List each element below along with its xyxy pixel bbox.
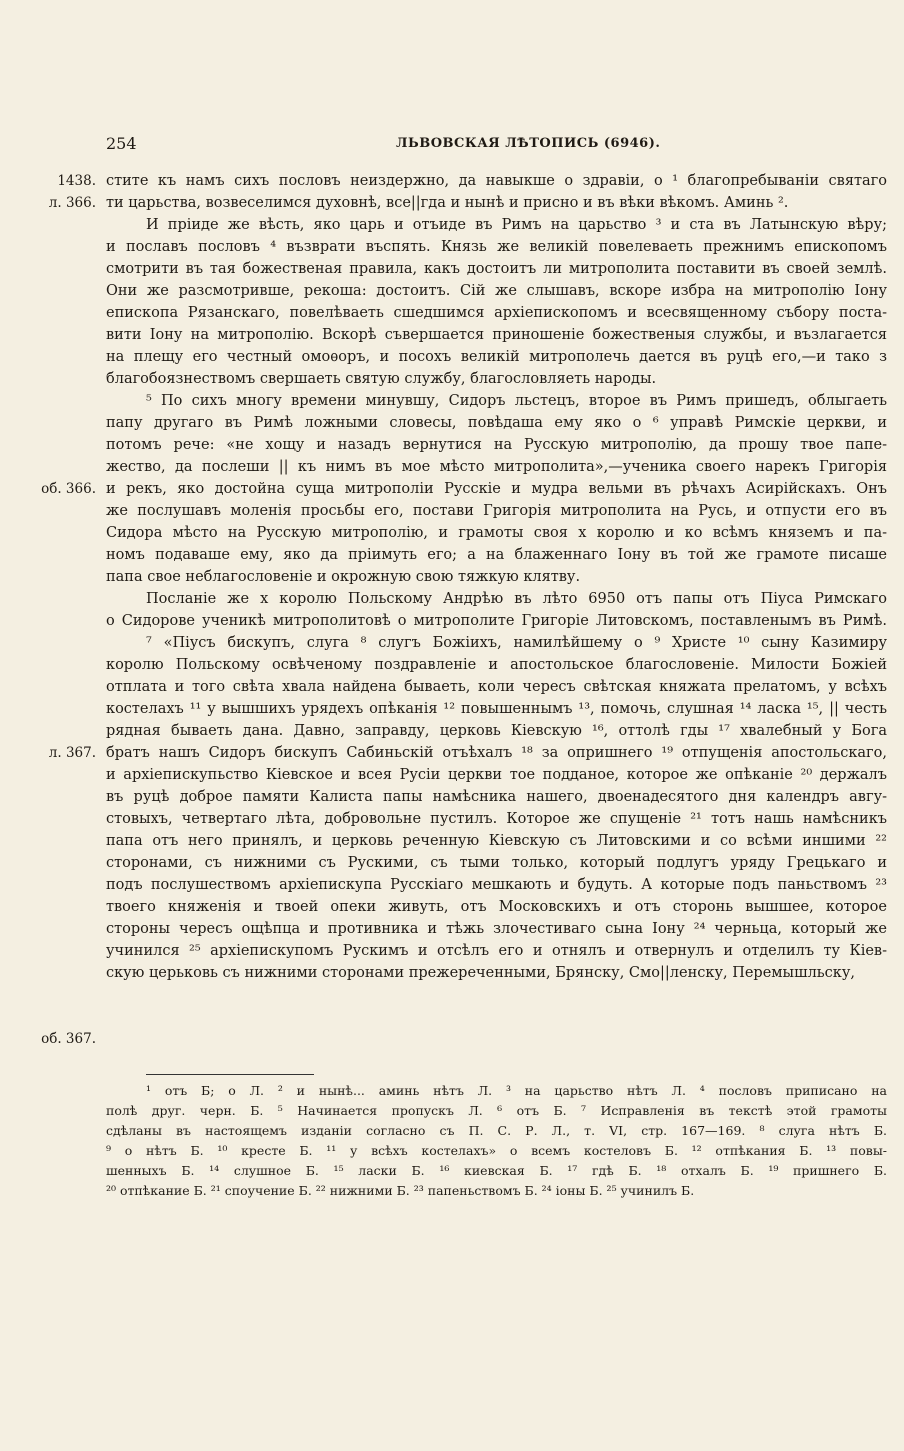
text-line: папу другаго въ Римѣ ложными словесы, повѣдаша ему яко о ⁶ управѣ Римскіе церкви, и (106, 415, 887, 431)
text-line: на плещу его честный омоѳоръ, и посохъ великій митрополечь дается въ руцѣ его,—и тако з (106, 349, 887, 365)
footnote-line: шенныхъ Б. ¹⁴ слушное Б. ¹⁵ ласки Б. ¹⁶ киевская Б. ¹⁷ гдѣ Б. ¹⁸ отхалъ Б. ¹⁹ пришнего Б. (106, 1163, 887, 1178)
text-line: стороны чересъ ощѣпца и противника и тѣжь злочестиваго сына Іону ²⁴ черньца, который же (106, 921, 887, 937)
footnote-line: сдѣланы въ настоящемъ изданіи согласно съ П. С. Р. Л., т. VI, стр. 167—169. ⁸ слуга нѣтъ Б. (106, 1123, 887, 1138)
text-line: вити Іону на митрополію. Вскорѣ съвершается приношеніе божественыя службы, и възлагается (106, 327, 887, 343)
text-line: благобоязнествомъ свершаеть святую службу, благословляеть народы. (106, 371, 657, 387)
text-line: и архіепискупьство Кіевское и всея Русіи церкви тое подданое, которое же опѣканіе ²⁰ держалъ (106, 767, 887, 783)
text-line: ти царьства, возвеселимся духовнѣ, все||гда и нынѣ и присно и въ вѣки вѣкомъ. Аминь ². (106, 195, 789, 211)
text-line: ⁷ «Піусъ бискупъ, слуга ⁸ слугъ Божіихъ, намилѣйшему о ⁹ Христе ¹⁰ сыну Казимиру (146, 635, 887, 651)
text-line: учинился ²⁵ архіепискупомъ Рускимъ и отсѣлъ его и отнялъ и отвернулъ и отделилъ ту Кіев- (106, 943, 887, 959)
text-line: въ руцѣ доброе памяти Калиста папы намѣсника нашего, двоенадесятого дня календръ авгу- (106, 789, 887, 805)
running-title: ЛЬВОВСКАЯ ЛѢТОПИСЬ (6946). (396, 136, 661, 151)
text-line: братъ нашъ Сидоръ бискупъ Сабиньскій отъѣхалъ ¹⁸ за опришнего ¹⁹ отпущенія апостольскаго, (106, 745, 887, 761)
text-line: о Сидорове ученикѣ митрополитовѣ о митрополите Григоріе Литовскомъ, поставленымъ въ Римѣ. (106, 613, 887, 629)
text-line: подъ послушествомъ архіепискупа Русскіаго мешкають и будуть. А которые подъ паньствомъ ²³ (106, 877, 887, 893)
text-line: Посланіе же х королю Польскому Андрѣю въ лѣто 6950 отъ папы отъ Піуса Римскаго (146, 591, 887, 607)
page-header (106, 134, 886, 158)
text-line: Они же разсмотривше, рекоша: достоитъ. Сій же слышавъ, вскоре избра на митрополію Іону (106, 283, 887, 299)
text-line: королю Польскому освѣченому поздравленіе и апостольское благословеніе. Милости Божіей (106, 657, 887, 673)
text-line: и рекъ, яко достойна суща митрополіи Русскіе и мудра вельми въ рѣчахъ Асирійскахъ. Онъ (106, 481, 887, 497)
text-line: рядная бываеть дана. Давно, заправду, церковь Кіевскую ¹⁶, оттолѣ гды ¹⁷ хвалебный у Бога (106, 723, 887, 739)
text-line: же послушавъ моленія просьбы его, постави Григорія митрополита на Русь, и отпусти его въ (106, 503, 887, 519)
text-line: епископа Рязанскаго, повелѣваеть сшедшимся архіепископомъ и всесвященному събору поста- (106, 305, 887, 321)
margin-note: об. 366. (41, 481, 96, 497)
text-line: смотрити въ тая божественая правила, какъ достоитъ ли митрополита поставити въ своей землѣ. (106, 261, 887, 277)
text-line: стовыхъ, четвертаго лѣта, добровольне пустилъ. Которое же спущеніе ²¹ тотъ нашь намѣсникъ (106, 811, 887, 827)
footnote-line: ⁹ о нѣтъ Б. ¹⁰ кресте Б. ¹¹ у всѣхъ костелахъ» о всемъ костеловъ Б. ¹² отпѣкания Б. ¹³ повы- (106, 1143, 887, 1158)
margin-note: 1438. (57, 173, 96, 189)
footnote-line: ²⁰ отпѣкание Б. ²¹ споучение Б. ²² нижними Б. ²³ папеньствомъ Б. ²⁴ іоны Б. ²⁵ учинилъ Б. (106, 1183, 695, 1198)
text-line: костелахъ ¹¹ у вышшихъ урядехъ опѣканія ¹² повышеннымъ ¹³, помочь, слушная ¹⁴ ласка ¹⁵, || честь (106, 701, 887, 717)
text-line: потомъ рече: «не хощу и назадъ вернутися на Русскую митрополію, да прошу твое папе- (106, 437, 887, 453)
text-line: сторонами, съ нижними съ Рускими, съ тыми только, который подлугъ уряду Грецькаго и (106, 855, 887, 871)
footnote-line: ¹ отъ Б; о Л. ² и нынѣ... аминь нѣтъ Л. ³ на царьство нѣтъ Л. ⁴ пословъ приписано на (146, 1083, 887, 1098)
text-line: и пославъ пословъ ⁴ възврати въспять. Князь же великій повелеваеть прежнимъ епископомъ (106, 239, 887, 255)
text-line: ⁵ По сихъ многу времени минувшу, Сидоръ льстецъ, второе въ Римъ пришедъ, облыгаеть (146, 393, 887, 409)
text-line: папа свое неблагословеніе и окрожную свою тяжкую клятву. (106, 569, 581, 585)
margin-note: л. 367. (48, 745, 96, 761)
text-line: стите къ намъ сихъ пословъ неиздержно, да навыкше о здравіи, о ¹ благопребываніи святаго (106, 173, 887, 189)
text-line: Сидора мѣсто на Русскую митрополію, и грамоты своя х королю и ко всѣмъ княземъ и па- (106, 525, 887, 541)
text-line: номъ подаваше ему, яко да пріимуть его; а на блаженнаго Іону въ той же грамоте писаше (106, 547, 887, 563)
text-line: скую церьковь съ нижними сторонами прежереченными, Брянску, Смо||ленску, Перемышльску, (106, 965, 856, 981)
footnote-line: полѣ друг. черн. Б. ⁵ Начинается пропускъ Л. ⁶ отъ Б. ⁷ Исправленія въ текстѣ этой грамоты (106, 1103, 887, 1118)
page-number: 254 (106, 134, 137, 153)
margin-note: об. 367. (41, 1031, 96, 1047)
footnote-rule (146, 1074, 314, 1075)
margin-note: л. 366. (48, 195, 96, 211)
text-line: папа отъ него принялъ, и церковь реченную Кіевскую съ Литовскими и со всѣми иншими ²² (106, 833, 887, 849)
text-line: жество, да послеши || къ нимъ въ мое мѣсто митрополита»,—ученика своего нарекъ Григорія (106, 459, 887, 475)
text-line: отплата и того свѣта хвала найдена бываеть, коли чересъ свѣтская княжата прелатомъ, у всѣхъ (106, 679, 887, 695)
text-line: твоего княженія и твоей опеки живуть, отъ Московскихъ и отъ сторонь вышшее, которое (106, 899, 887, 915)
text-line: И пріиде же вѣсть, яко царь и отъиде въ Римъ на царьство ³ и ста въ Латынскую вѣру; (146, 217, 887, 233)
